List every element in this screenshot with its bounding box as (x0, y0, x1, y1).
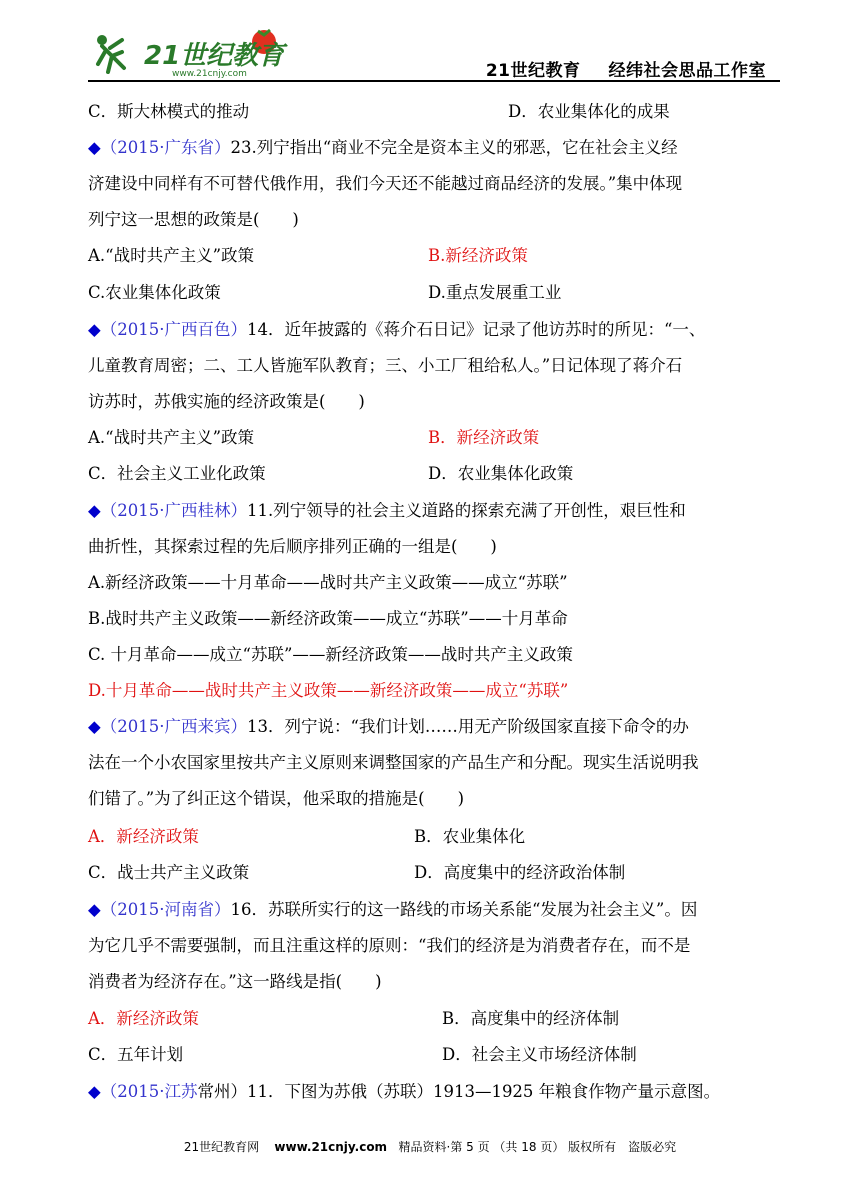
question-14-option-d: D．农业集体化政策 (428, 464, 574, 483)
bullet-diamond-icon: ◆ (88, 717, 101, 736)
question-11-option-d: D.十月革命——战时共产主义政策——新经济政策——成立“苏联” (88, 681, 569, 700)
question-13-line3: 们错了。”为了纠正这个错误，他采取的措施是( ) (88, 789, 465, 808)
question-13-line1: ◆（2015·广西来宾）13．列宁说：“我们计划……用无产阶级国家直接下命令的办 (88, 717, 689, 736)
question-16-option-d: D．社会主义市场经济体制 (442, 1045, 637, 1064)
question-13-option-b: B．农业集体化 (414, 827, 526, 846)
question-16-option-c: C．五年计划 (88, 1045, 184, 1064)
runner-icon (97, 35, 124, 72)
question-23-line2: 济建设中同样有不可替代俄作用，我们今天还不能越过商品经济的发展。”集中体现 (88, 174, 683, 193)
question-23-option-a: A.“战时共产主义”政策 (88, 246, 255, 265)
logo-url: www.21cnjy.com (172, 69, 247, 79)
question-14-option-c: C．社会主义工业化政策 (88, 464, 266, 483)
page-header (88, 18, 780, 80)
question-source: （2015·广西来宾） (100, 717, 247, 736)
question-16-option-a: A．新经济政策 (88, 1009, 199, 1028)
logo (88, 18, 288, 80)
bullet-diamond-icon: ◆ (88, 138, 101, 157)
question-16-line3: 消费者为经济存在。”这一路线是指( ) (88, 972, 382, 991)
header-title (458, 56, 766, 81)
question-11-option-b: B.战时共产主义政策——新经济政策——成立“苏联”——十月革命 (88, 609, 568, 628)
bullet-diamond-icon: ◆ (88, 900, 101, 919)
footer-info: 精品资料·第 5 页 （共 18 页） 版权所有 盗版必究 (398, 1140, 677, 1154)
question-11-line2: 曲折性，其探索过程的先后顺序排列正确的一组是( ) (88, 537, 497, 556)
header-divider (88, 80, 780, 82)
question-14-line1: ◆（2015·广西百色）14．近年披露的《蒋介石日记》记录了他访苏时的所见：“一、 (88, 320, 706, 339)
option-d-prev: D．农业集体化的成果 (508, 102, 670, 121)
question-23-option-b: B.新经济政策 (428, 246, 528, 265)
option-c-prev: C．斯大林模式的推动 (88, 102, 250, 121)
header-studio: 经纬社会思品工作室 (608, 61, 766, 81)
page-footer (0, 1138, 860, 1155)
question-23-option-d: D.重点发展重工业 (428, 283, 562, 302)
question-13-line2: 法在一个小农国家里按共产主义原则来调整国家的产品生产和分配。现实生活说明我 (88, 753, 699, 772)
question-source: （2015·江苏 (100, 1082, 198, 1101)
header-org: 21世纪教育 (485, 61, 581, 81)
question-source: （2015·广西桂林） (100, 501, 247, 520)
bullet-diamond-icon: ◆ (88, 501, 101, 520)
question-11b-line1: ◆（2015·江苏常州）11．下图为苏俄（苏联）1913—1925 年粮食作物产量示意图。 (88, 1082, 721, 1101)
question-16-option-b: B．高度集中的经济体制 (442, 1009, 620, 1028)
question-23-line3: 列宁这一思想的政策是( ) (88, 210, 299, 229)
question-14-line3: 访苏时，苏俄实施的经济政策是( ) (88, 392, 365, 411)
bullet-diamond-icon: ◆ (88, 1082, 101, 1101)
question-13-option-c: C．战士共产主义政策 (88, 863, 250, 882)
question-source: （2015·广西百色） (100, 320, 247, 339)
question-14-option-a: A.“战时共产主义”政策 (88, 428, 255, 447)
question-source: （2015·河南省） (100, 900, 231, 919)
question-13-option-d: D．高度集中的经济政治体制 (414, 863, 626, 882)
question-14-line2: 儿童教育周密；二、工人皆施军队教育；三、小工厂租给私人。”日记体现了蒋介石 (88, 356, 683, 375)
question-16-line2: 为它几乎不需要强制，而且注重这样的原则：“我们的经济是为消费者存在，而不是 (88, 936, 691, 955)
question-11-option-a: A.新经济政策——十月革命——战时共产主义政策——成立“苏联” (88, 573, 568, 592)
question-23-line1: ◆（2015·广东省）23.列宁指出“商业不完全是资本主义的邪恶，它在社会主义经 (88, 138, 678, 157)
question-11-option-c: C. 十月革命——成立“苏联”——新经济政策——战时共产主义政策 (88, 645, 573, 664)
footer-site: 21世纪教育网 (183, 1140, 260, 1154)
question-14-option-b: B．新经济政策 (428, 428, 540, 447)
bullet-diamond-icon: ◆ (88, 320, 101, 339)
question-13-option-a: A．新经济政策 (88, 827, 199, 846)
question-16-line1: ◆（2015·河南省）16．苏联所实行的这一路线的市场关系能“发展为社会主义”。因 (88, 900, 698, 919)
question-11-line1: ◆（2015·广西桂林）11.列宁领导的社会主义道路的探索充满了开创性，艰巨性和 (88, 501, 686, 520)
question-23-option-c: C.农业集体化政策 (88, 283, 221, 302)
logo-text: 21世纪教育 (144, 41, 285, 71)
question-source: （2015·广东省） (100, 138, 231, 157)
footer-url[interactable]: www.21cnjy.com (274, 1140, 388, 1154)
